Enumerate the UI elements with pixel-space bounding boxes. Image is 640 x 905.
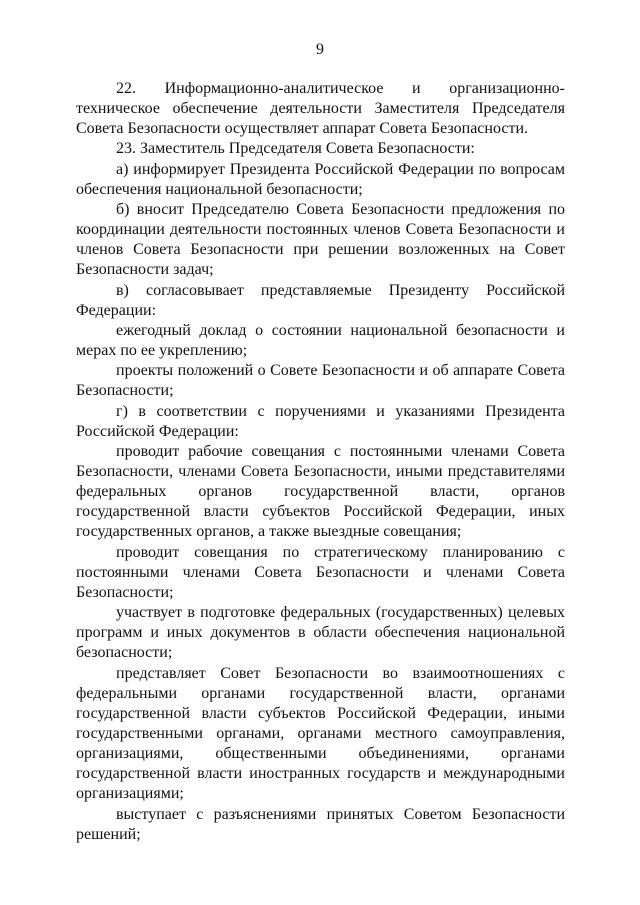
paragraph-clarifications: выступает с разъяснениями принятых Советом Безопасности решений; <box>76 805 565 843</box>
paragraph-23-g: г) в соответствии с поручениями и указаниями Президента Российской Федерации: <box>76 402 565 440</box>
paragraph-23-v: в) согласовывает представляемые Президенту Российской Федерации: <box>76 281 565 319</box>
paragraph-annual-report: ежегодный доклад о состоянии национальной безопасности и мерах по ее укреплению; <box>76 321 565 360</box>
paragraph-23-heading: 23. Заместитель Председателя Совета Безопасности: <box>116 140 475 158</box>
paragraph-working-meetings: проводит рабочие совещания с постоянными членами Совета Безопасности, членами Совета Безопасности, иными представителями федеральных органов государственной власти, органов государственной власти субъектов Российской Федерации, иных государственных органов, а также выездные совещания; <box>76 442 565 541</box>
document-body <box>76 79 565 845</box>
page-number: 9 <box>316 41 324 58</box>
paragraph-represents-council: представляет Совет Безопасности во взаимоотношениях с федеральными органами государственной власти, органами государственной власти субъектов Российской Федерации, иными государственными органами, органами местного самоуправления, организациями, общественными объединениями, органами государственной власти иностранных государств и международными организациями; <box>76 664 565 803</box>
paragraph-target-programs: участвует в подготовке федеральных (государственных) целевых программ и иных документов в области обеспечения национальной безопасности; <box>76 604 565 662</box>
paragraph-strategic-planning: проводит совещания по стратегическому планированию с постоянными членами Совета Безопасности и членами Совета Безопасности; <box>76 543 565 601</box>
paragraph-23-a: а) информирует Президента Российской Федерации по вопросам обеспечения национальной безопасности; <box>76 160 565 198</box>
paragraph-23-b: б) вносит Председателю Совета Безопасности предложения по координации деятельности постоянных членов Совета Безопасности и членов Совета Безопасности при решении возложенных на Совет Безопасности задач; <box>76 200 565 279</box>
paragraph-draft-regulations: проекты положений о Совете Безопасности и об аппарате Совета Безопасности; <box>76 362 565 400</box>
paragraph-22: 22. Информационно-аналитическое и организационно-техническое обеспечение деятельности Заместителя Председателя Совета Безопасности осуществляет аппарат Совета Безопасности. <box>76 80 565 138</box>
